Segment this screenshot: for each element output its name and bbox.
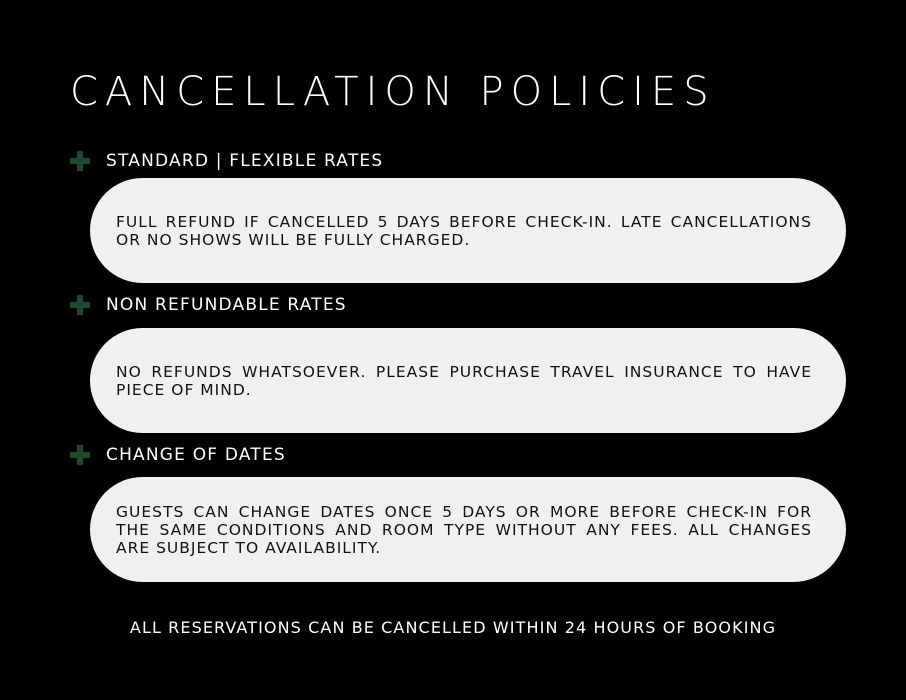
section-heading-standard-flexible	[70, 149, 383, 173]
section-heading-change-of-dates	[70, 443, 286, 467]
plus-icon	[70, 151, 90, 171]
policy-text: FULL REFUND IF CANCELLED 5 DAYS BEFORE CHECK-IN. LATE CANCELLATIONS OR NO SHOWS WILL BE FULLY CHARGED.	[116, 212, 812, 249]
section-heading-non-refundable	[70, 293, 347, 317]
policy-box-standard-flexible	[90, 178, 846, 283]
policy-box-non-refundable	[90, 328, 846, 433]
policy-box-change-of-dates	[90, 477, 846, 582]
policy-text: NO REFUNDS WHATSOEVER. PLEASE PURCHASE TRAVEL INSURANCE TO HAVE PIECE OF MIND.	[116, 362, 812, 399]
plus-icon	[70, 295, 90, 315]
footer-note: ALL RESERVATIONS CAN BE CANCELLED WITHIN 24 HOURS OF BOOKING	[129, 618, 777, 637]
section-heading-text: CHANGE OF DATES	[106, 445, 286, 465]
section-heading-text: NON REFUNDABLE RATES	[106, 295, 347, 315]
section-heading-text: STANDARD | FLEXIBLE RATES	[106, 151, 384, 171]
plus-icon	[70, 445, 90, 465]
policy-text: GUESTS CAN CHANGE DATES ONCE 5 DAYS OR MORE BEFORE CHECK-IN FOR THE SAME CONDITIONS AND ROOM TYPE WITHOUT ANY FEES. ALL CHANGES ARE SUBJECT TO AVAILABILITY.	[116, 502, 812, 557]
page-title: CANCELLATION POLICIES	[70, 69, 716, 115]
